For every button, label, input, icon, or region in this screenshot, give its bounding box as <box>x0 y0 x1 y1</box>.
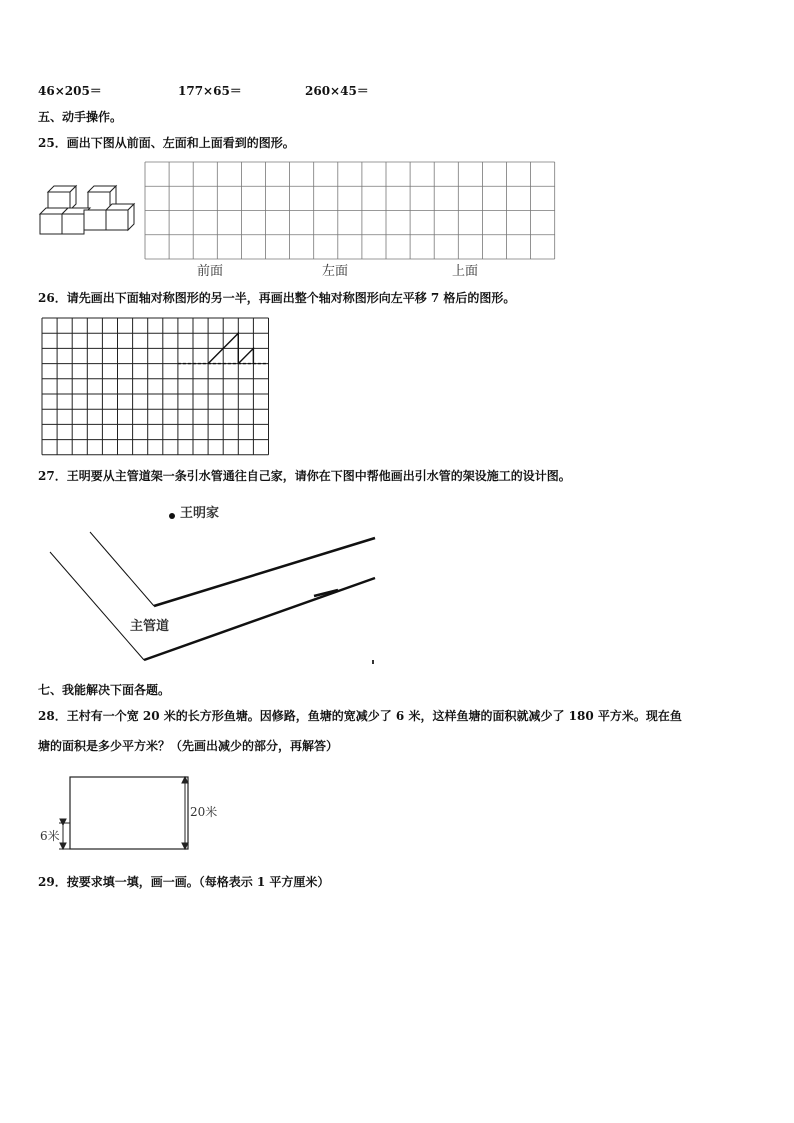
view-drawing-grid[interactable] <box>145 162 555 260</box>
section-5-heading: 五、动手操作。 <box>38 110 123 124</box>
label-top-view: 上面 <box>452 264 479 279</box>
q29-text: 29．按要求填一填，画一画。（每格表示 1 平方厘米） <box>38 875 330 889</box>
width-label: 20米 <box>190 805 218 819</box>
home-point <box>169 513 175 519</box>
symmetry-grid[interactable] <box>42 318 269 455</box>
calc-2: 177×65＝ <box>178 84 242 98</box>
label-front-view: 前面 <box>197 264 224 279</box>
calc-3: 260×45＝ <box>305 84 369 98</box>
cut-label: 6米 <box>40 829 60 843</box>
q25-text: 25．画出下图从前面、左面和上面看到的图形。 <box>38 136 295 150</box>
q28-text-line2: 塘的面积是多少平方米？（先画出减少的部分，再解答） <box>38 739 339 753</box>
main-pipe-label: 主管道 <box>130 619 170 634</box>
pipe-diagram[interactable] <box>48 500 378 670</box>
q27-text: 27．王明要从主管道架一条引水管通往自己家，请你在下图中帮他画出引水管的架设施工的设计图。 <box>38 469 571 483</box>
pond-rectangle <box>70 777 188 849</box>
calc-1: 46×205＝ <box>38 84 102 98</box>
q26-text: 26．请先画出下面轴对称图形的另一半，再画出整个轴对称图形向左平移 7 格后的图形。 <box>38 291 516 305</box>
q28-text-line1: 28．王村有一个宽 20 米的长方形鱼塘。因修路，鱼塘的宽减少了 6 米，这样鱼塘的面积就减少了 180 平方米。现在鱼 <box>38 709 682 723</box>
section-7-heading: 七、我能解决下面各题。 <box>38 683 171 697</box>
home-label: 王明家 <box>180 506 220 521</box>
label-left-view: 左面 <box>322 264 349 279</box>
cube-stack-figure <box>38 182 134 238</box>
